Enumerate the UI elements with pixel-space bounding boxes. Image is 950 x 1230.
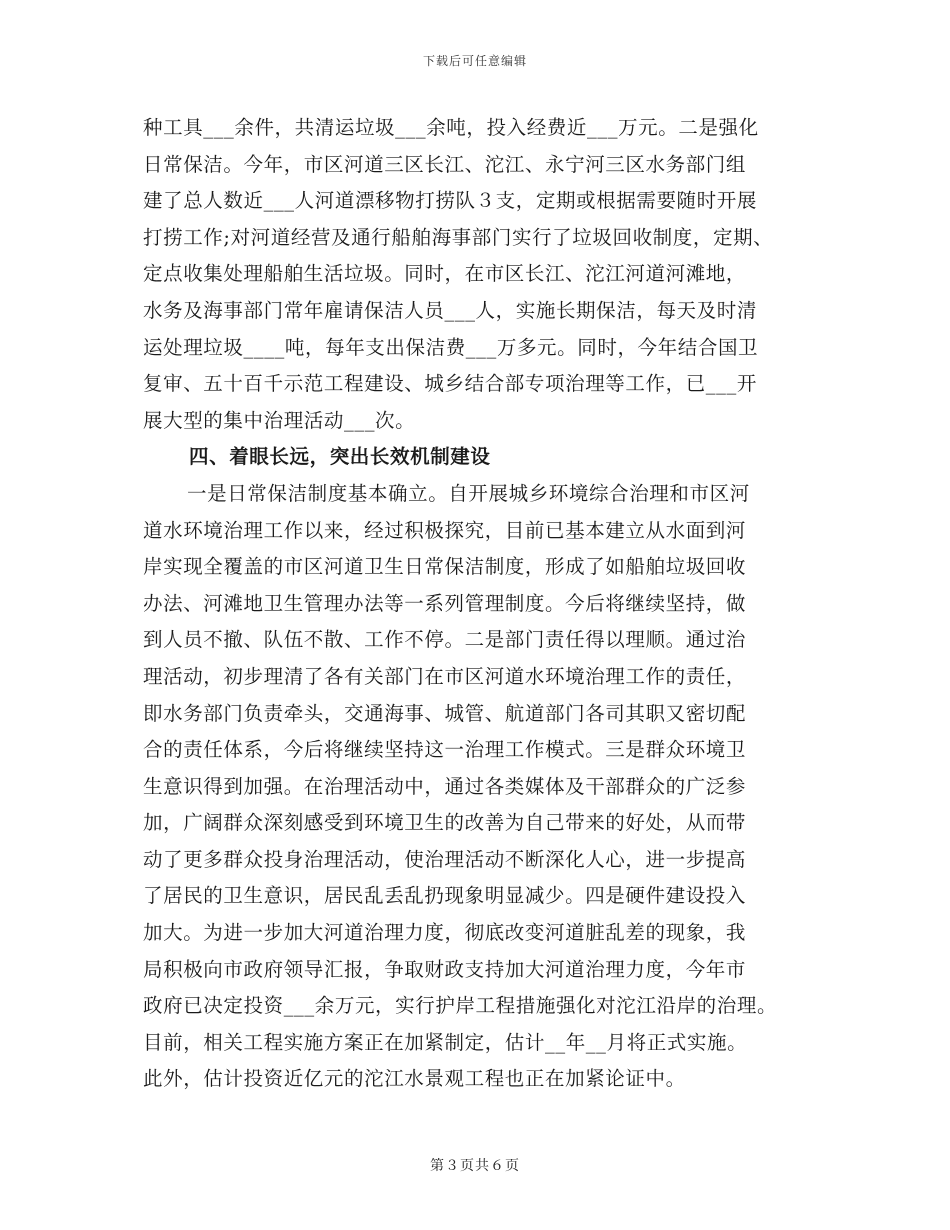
text-line: 道水环境治理工作以来，经过积极探究，目前已基本建立从水面到河: [143, 518, 747, 542]
text-line: 目前，相关工程实施方案正在加紧制定，估计__年__月将正式实施。: [143, 1030, 748, 1054]
text-line: 理活动，初步理清了各有关部门在市区河道水环境治理工作的责任，: [143, 664, 747, 688]
page-header: 下载后可任意编辑: [422, 54, 527, 68]
text-line: 打捞工作;对河道经营及通行船舶海事部门实行了垃圾回收制度，定期、: [143, 225, 774, 249]
text-line: 生意识得到加强。在治理活动中，通过各类媒体及干部群众的广泛参: [143, 774, 747, 798]
page-footer: 第３页共６页: [430, 1158, 520, 1174]
text-line: 政府已决定投资___余万元，实行护岸工程措施强化对沱江沿岸的治理。: [143, 994, 778, 1018]
text-line: 运处理垃圾____吨，每年支出保洁费___万多元。同时，今年结合国卫: [143, 335, 759, 359]
section-heading: 四、着眼长远，突出长效机制建设: [189, 445, 491, 469]
text-line: 复审、五十百千示范工程建设、城乡结合部专项治理等工作，已___开: [143, 372, 757, 396]
text-line: 定点收集处理船舶生活垃圾。同时，在市区长江、沱江河道河滩地，: [143, 262, 747, 286]
text-line: 加，广阔群众深刻感受到环境卫生的改善为自己带来的好处，从而带: [143, 811, 747, 835]
text-line: 日常保洁。今年，市区河道三区长江、沱江、永宁河三区水务部门组: [143, 152, 747, 176]
text-line: 即水务部门负责牵头，交通海事、城管、航道部门各司其职又密切配: [143, 701, 747, 725]
document-body: [143, 110, 823, 1098]
text-line: 一是日常保洁制度基本确立。自开展城乡环境综合治理和市区河: [187, 481, 750, 505]
text-line: 到人员不撤、队伍不散、工作不停。二是部门责任得以理顺。通过治: [143, 628, 747, 652]
text-line: 此外，估计投资近亿元的沱江水景观工程也正在加紧论证中。: [143, 1067, 686, 1091]
text-line: 了居民的卫生意识，居民乱丢乱扔现象明显减少。四是硬件建设投入: [143, 884, 747, 908]
text-line: 水务及海事部门常年雇请保洁人员___人，实施长期保洁，每天及时清: [143, 298, 757, 322]
text-line: 展大型的集中治理活动___次。: [143, 408, 416, 432]
text-line: 合的责任体系，今后将继续坚持这一治理工作模式。三是群众环境卫: [143, 738, 747, 762]
text-line: 加大。为进一步加大河道治理力度，彻底改变河道脏乱差的现象，我: [143, 921, 747, 945]
text-line: 办法、河滩地卫生管理办法等一系列管理制度。今后将继续坚持，做: [143, 591, 747, 615]
text-line: 岸实现全覆盖的市区河道卫生日常保洁制度，形成了如船舶垃圾回收: [143, 555, 747, 579]
text-line: 局积极向市政府领导汇报，争取财政支持加大河道治理力度，今年市: [143, 957, 747, 981]
text-line: 种工具___余件，共清运垃圾___余吨，投入经费近___万元。二是强化: [143, 116, 759, 139]
text-line: 建了总人数近___人河道漂移物打捞队３支，定期或根据需要随时开展: [143, 189, 757, 213]
text-line: 动了更多群众投身治理活动，使治理活动不断深化人心，进一步提高: [143, 847, 747, 871]
